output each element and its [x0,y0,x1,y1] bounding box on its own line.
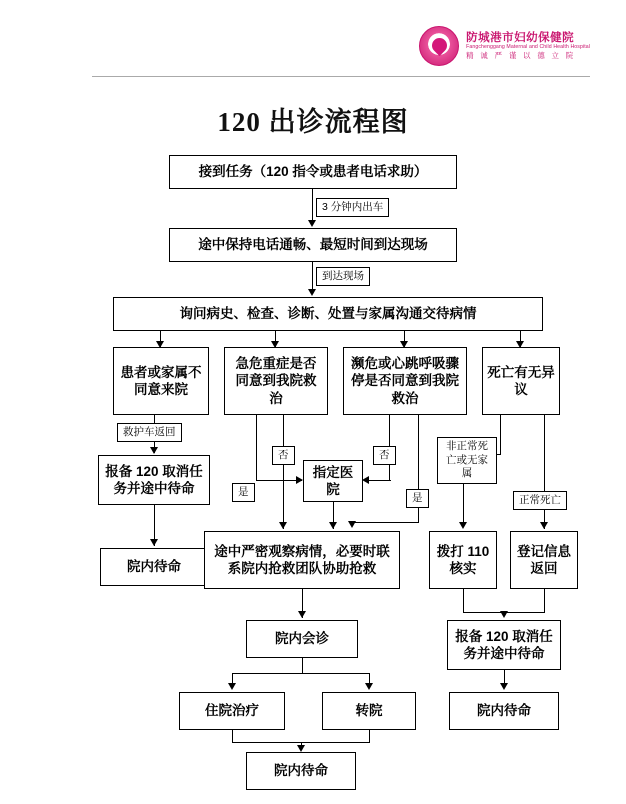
edge-task-to-enroute [312,189,313,221]
hospital-logo [419,26,590,66]
edge-enroute-to-assess [312,262,313,291]
hospital-name-cn: 防城港市妇幼保健院 [466,31,575,44]
flow-node-call-110: 拨打 110 核实 [429,531,497,589]
edge-label-critical-yes: 是 [232,483,255,502]
edge-consult-bus [232,673,370,674]
edge-110-down [463,589,464,613]
arrow-report-to-standby1 [150,539,158,546]
arrow-consult-to-inpatient [228,683,236,690]
flow-node-standby-in-hospital-2: 院内待命 [449,692,559,730]
edge-death-normal [544,415,545,529]
edge-label-arrive-scene: 到达现场 [316,267,370,286]
flow-node-report-cancel-task-1: 报备 120 取消任务并途中待命 [98,455,210,505]
flow-node-patient-refuses: 患者或家属不同意来院 [113,347,209,415]
arrow-observe-to-consult [298,611,306,618]
arrow-report2-to-standby2 [500,683,508,690]
flow-node-critical-agree: 急危重症是否同意到我院救治 [224,347,328,415]
flow-node-death-dispute: 死亡有无异议 [482,347,560,415]
flow-node-observe-and-rescue: 途中严密观察病情，必要时联系院内抢救团队协助抢救 [204,531,400,589]
edge-label-dispatch-3min: 3 分钟内出车 [316,198,389,217]
flow-node-receive-task: 接到任务（120 指令或患者电话求助） [169,155,457,189]
arrow-refuse-to-report [150,447,158,454]
arrow-enroute-to-assess [308,289,316,296]
page-header [0,0,626,78]
flow-node-designated-hospital: 指定医院 [303,460,363,502]
edge-register-down [544,589,545,613]
arrow-assess-to-dying [400,341,408,348]
hospital-logo-text [466,32,590,61]
edge-death-abnormal-down [500,415,501,455]
flow-node-history-exam-diagnose: 询问病史、检查、诊断、处置与家属沟通交待病情 [113,297,543,331]
edge-label-normal-death: 正常死亡 [513,491,567,510]
arrow-critical-yes [279,522,287,529]
header-divider [92,76,590,77]
edge-critical-yes [283,415,284,529]
page-title: 120 出诊流程图 [217,107,409,137]
hospital-name-en: Fangchenggang Maternal and Child Health Hospital [466,43,590,50]
flow-node-keep-phone-open: 途中保持电话通畅、最短时间到达现场 [169,228,457,262]
edge-consult-down [302,658,303,674]
arrow-designated-to-observe [329,522,337,529]
edge-transfer-down [369,730,370,743]
arrow-assess-to-critical [271,341,279,348]
flow-node-dying-cpr-agree: 濒危或心跳呼吸骤停是否同意到我院救治 [343,347,467,415]
flow-node-inpatient-treatment: 住院治疗 [179,692,285,730]
flow-node-in-hospital-consult: 院内会诊 [246,620,358,658]
hospital-logo-icon [419,26,459,66]
arrow-death-abnormal [459,522,467,529]
arrow-death-normal [540,522,548,529]
flow-node-register-info-return: 登记信息返回 [510,531,578,589]
edge-label-dying-no: 否 [373,446,396,465]
arrow-dying-yes [348,521,356,528]
edge-label-abnormal-death: 非正常死亡或无家属 [437,437,497,484]
arrow-critical-no [296,476,303,484]
flow-node-transfer-hospital: 转院 [322,692,416,730]
arrow-bus-to-standby3 [297,745,305,752]
arrow-assess-to-death [516,341,524,348]
arrow-to-report-cancel-2 [500,611,508,618]
flow-node-report-cancel-task-2: 报备 120 取消任务并途中待命 [447,620,561,670]
hospital-motto: 精 诚 严 谨 以 德 立 院 [466,50,576,60]
arrow-dying-no [362,476,369,484]
arrow-consult-to-transfer [365,683,373,690]
edge-dying-yes-left [352,522,419,523]
flow-node-standby-in-hospital-1: 院内待命 [100,548,208,586]
edge-label-dying-yes: 是 [406,489,429,508]
flow-node-standby-in-hospital-3: 院内待命 [246,752,356,790]
edge-label-critical-no: 否 [272,446,295,465]
edge-label-ambulance-return: 救护车返回 [117,423,182,442]
edge-critical-no-down [256,415,257,481]
arrow-task-to-enroute [308,220,316,227]
arrow-assess-to-refuse [156,341,164,348]
